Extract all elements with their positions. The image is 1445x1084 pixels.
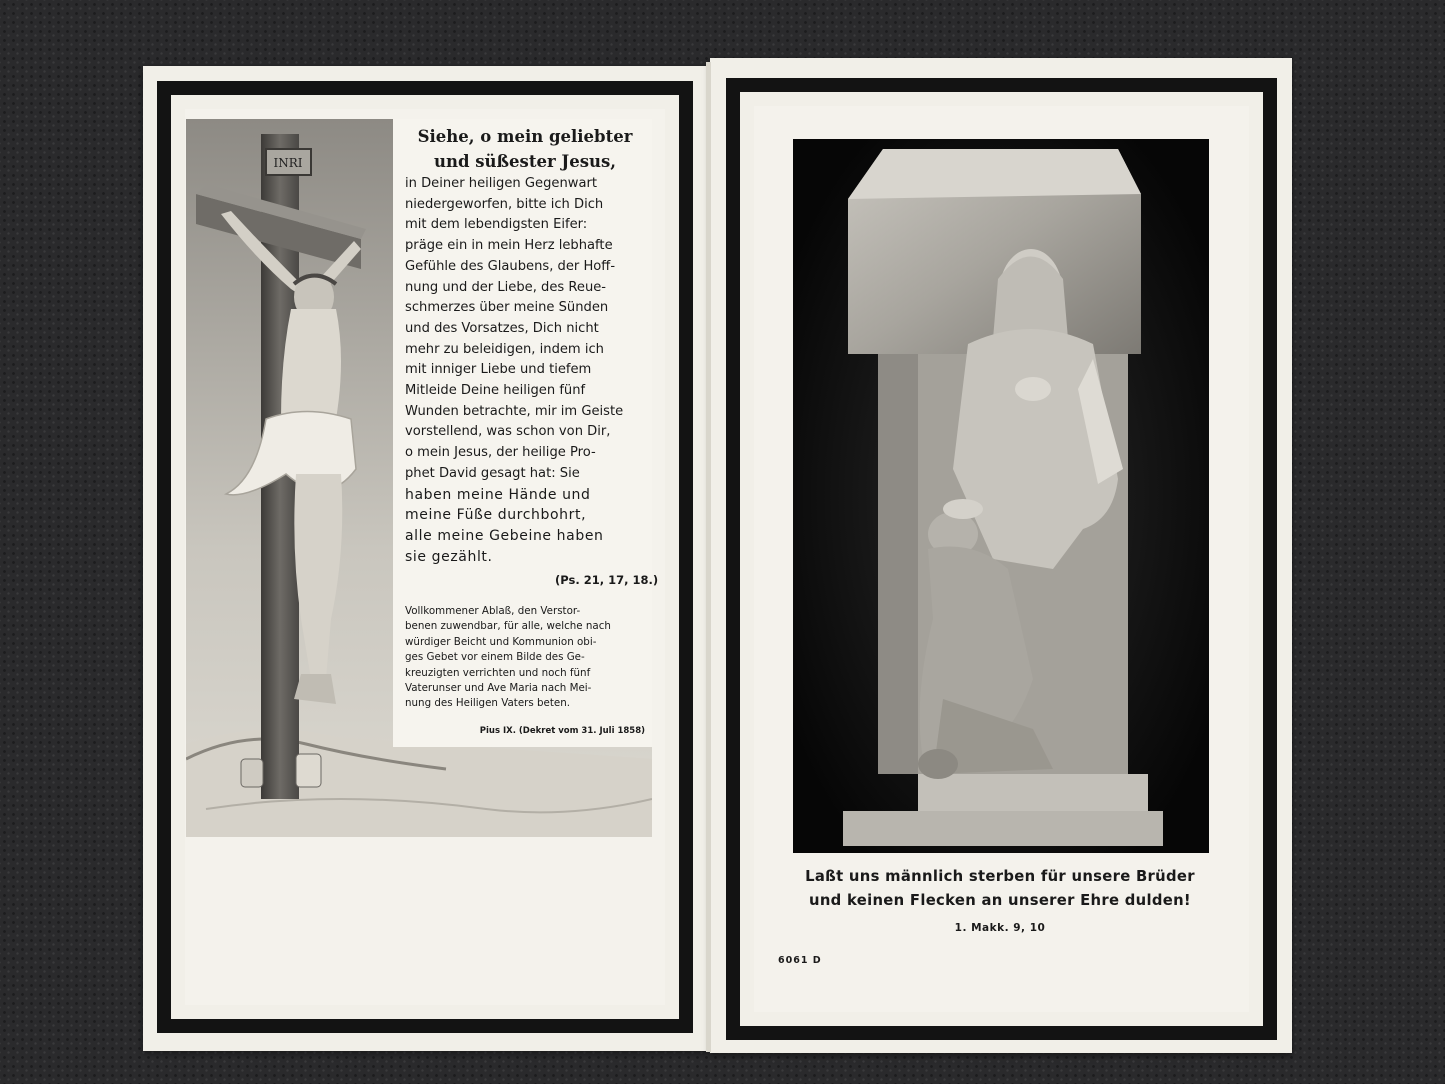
prayer-title-line1: Siehe, o mein geliebter bbox=[417, 127, 633, 146]
indulgence-line: ges Gebet vor einem Bilde des Ge- bbox=[405, 651, 585, 664]
motto-reference: 1. Makk. 9, 10 bbox=[954, 922, 1046, 934]
prayer-line: Gefühle des Glaubens, der Hoff- bbox=[405, 258, 616, 274]
indulgence-line: Vollkommener Ablaß, den Verstor- bbox=[405, 605, 581, 617]
prayer-line: nung und der Liebe, des Reue- bbox=[405, 279, 607, 295]
indulgence-line: würdiger Beicht und Kommunion obi- bbox=[405, 635, 597, 648]
prayer-line: schmerzes über meine Sünden bbox=[405, 300, 609, 316]
memorial-statue-illustration bbox=[793, 139, 1209, 853]
prayer-line: in Deiner heiligen Gegenwart bbox=[405, 176, 597, 191]
prayer-line: sie gezählt. bbox=[405, 548, 493, 565]
indulgence-line: Vaterunser und Ave Maria nach Mei- bbox=[405, 682, 592, 695]
indulgence-line: kreuzigten verrichten und noch fünf bbox=[405, 666, 591, 679]
motto-text bbox=[780, 865, 1220, 913]
prayer-line: mit dem lebendigsten Eifer: bbox=[405, 217, 588, 233]
card-fold bbox=[706, 62, 711, 1052]
prayer-body bbox=[405, 174, 649, 567]
prayer-line: o mein Jesus, der heilige Pro- bbox=[405, 445, 596, 461]
prayer-line: mehr zu beleidigen, indem ich bbox=[405, 341, 604, 357]
prayer-line: präge ein in mein Herz lebhafte bbox=[405, 238, 613, 254]
prayer-line: meine Füße durchbohrt, bbox=[405, 507, 587, 524]
prayer-title bbox=[405, 124, 645, 174]
psalm-citation: (Ps. 21, 17, 18.) bbox=[555, 573, 659, 587]
print-code: 6061 D bbox=[778, 955, 822, 966]
statue-picture bbox=[793, 139, 1209, 853]
motto-line1: Laßt uns männlich sterben für unsere Brüder bbox=[805, 868, 1195, 885]
prayer-line: haben meine Hände und bbox=[405, 486, 591, 503]
prayer-line: vorstellend, was schon von Dir, bbox=[405, 424, 611, 440]
indulgence-line: nung des Heiligen Vaters beten. bbox=[405, 697, 571, 710]
prayer-title-line2: und süßester Jesus, bbox=[433, 152, 617, 171]
prayer-line: alle meine Gebeine haben bbox=[405, 527, 604, 544]
prayer-line: Mitleide Deine heiligen fünf bbox=[405, 383, 586, 399]
prayer-line: niedergeworfen, bitte ich Dich bbox=[405, 196, 604, 212]
prayer-line: mit inniger Liebe und tiefem bbox=[405, 362, 592, 378]
prayer-line: Wunden betrachte, mir im Geiste bbox=[405, 403, 624, 419]
indulgence-line: benen zuwendbar, für alle, welche nach bbox=[405, 620, 611, 633]
inri-inscription: INRI bbox=[273, 156, 303, 170]
indulgence-note bbox=[405, 604, 645, 712]
prayer-line: und des Vorsatzes, Dich nicht bbox=[405, 320, 599, 336]
motto-line2: und keinen Flecken an unserer Ehre dulden! bbox=[809, 892, 1191, 909]
prayer-line: phet David gesagt hat: Sie bbox=[405, 465, 580, 481]
decree-reference: Pius IX. (Dekret vom 31. Juli 1858) bbox=[479, 726, 645, 736]
